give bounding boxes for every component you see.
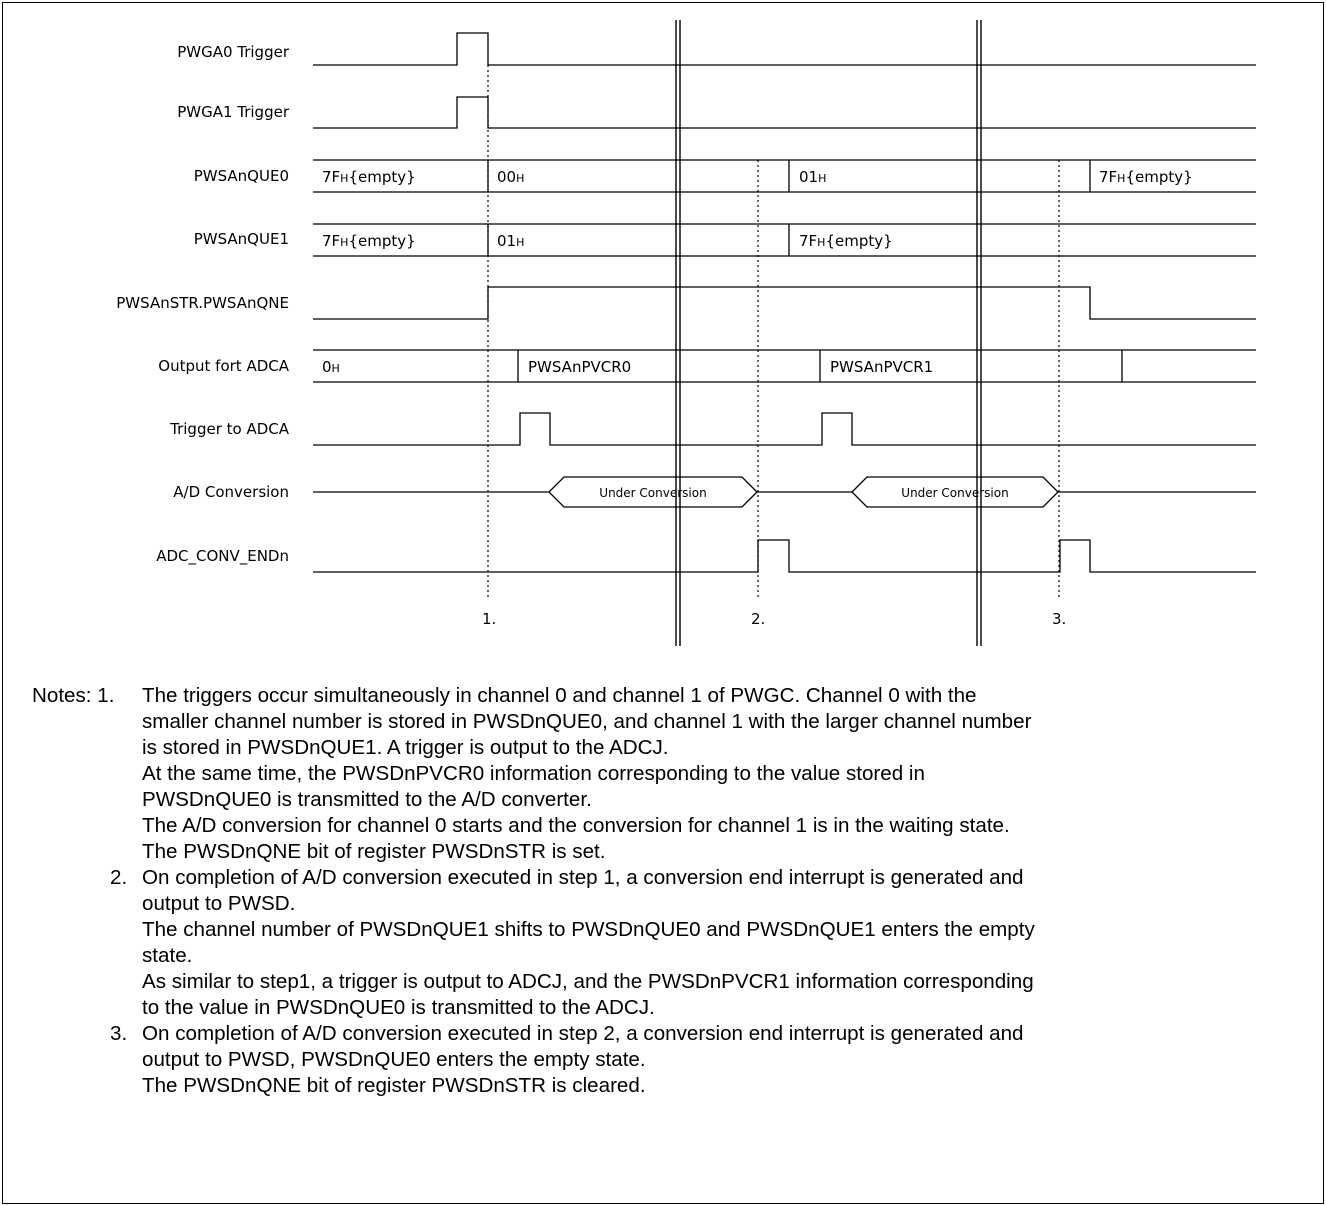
note-number: 1. bbox=[97, 684, 115, 707]
waveform-convend bbox=[313, 540, 1256, 572]
waveform-outport bbox=[313, 350, 1256, 382]
outport-value-1: 0H bbox=[322, 358, 340, 376]
signal-label-trig: Trigger to ADCA bbox=[170, 420, 289, 438]
waveform-adconv bbox=[313, 477, 1256, 507]
note-number: 3. bbox=[110, 1022, 128, 1045]
waveform-pwga1 bbox=[313, 97, 1256, 128]
waveform-trig bbox=[313, 413, 1256, 445]
que0-value-4: 7FH{empty} bbox=[1099, 168, 1193, 186]
note-item-2 bbox=[32, 865, 1317, 1021]
step-marker-1: 1. bbox=[482, 610, 497, 628]
conversion-label-1: Under Conversion bbox=[599, 486, 707, 500]
que0-value-3: 01H bbox=[799, 168, 827, 186]
signal-label-convend: ADC_CONV_ENDn bbox=[156, 547, 289, 565]
que1-value-1: 7FH{empty} bbox=[322, 232, 416, 250]
waveform-pwga0 bbox=[313, 33, 1256, 65]
step-marker-3: 3. bbox=[1052, 610, 1067, 628]
waveform-qne bbox=[313, 287, 1256, 319]
signal-label-pwga1: PWGA1 Trigger bbox=[177, 103, 289, 121]
signal-label-qne: PWSAnSTR.PWSAnQNE bbox=[116, 294, 289, 312]
que1-value-2: 01H bbox=[497, 232, 525, 250]
que0-value-1: 7FH{empty} bbox=[322, 168, 416, 186]
signal-label-adconv: A/D Conversion bbox=[173, 483, 289, 501]
note-item-1 bbox=[32, 683, 1317, 865]
step-marker-2: 2. bbox=[751, 610, 766, 628]
note-item-3 bbox=[32, 1021, 1317, 1099]
conversion-label-2: Under Conversion bbox=[901, 486, 1009, 500]
outport-value-2: PWSAnPVCR0 bbox=[528, 358, 632, 376]
notes-heading: Notes: 1. bbox=[32, 684, 115, 707]
outport-value-3: PWSAnPVCR1 bbox=[830, 358, 934, 376]
que1-value-3: 7FH{empty} bbox=[799, 232, 893, 250]
note-number: 2. bbox=[110, 866, 128, 889]
note-body: The triggers occur simultaneously in channel 0 and channel 1 of PWGC. Channel 0 with the smaller channel number is stored in PWSDnQUE0, and channel 1 with the larger channel number is stored in PWSDnQUE1. A trigger is output to the ADCJ. At the same time, the PWSDnPVCR0 information corresponding to the value stored in PWSDnQUE0 is transmitted to the A/D converter. The A/D conversion for channel 0 starts and the conversion for channel 1 is in the waiting state. The PWSDnQNE bit of register PWSDnSTR is set. bbox=[142, 684, 1032, 863]
note-body: On completion of A/D conversion executed in step 1, a conversion end interrupt is generated and output to PWSD. The channel number of PWSDnQUE1 shifts to PWSDnQUE0 and PWSDnQUE1 enters the empty state. As similar to step1, a trigger is output to ADCJ, and the PWSDnPVCR1 information corresponding to the value in PWSDnQUE0 is transmitted to the ADCJ. bbox=[142, 866, 1035, 1019]
note-body: On completion of A/D conversion executed in step 2, a conversion end interrupt is generated and output to PWSD, PWSDnQUE0 enters the empty state. The PWSDnQNE bit of register PWSDnSTR is cleared. bbox=[142, 1022, 1024, 1097]
que0-value-2: 00H bbox=[497, 168, 525, 186]
signal-label-que1: PWSAnQUE1 bbox=[193, 230, 289, 248]
notes-section bbox=[32, 683, 1317, 1099]
signal-label-pwga0: PWGA0 Trigger bbox=[177, 43, 289, 61]
signal-label-que0: PWSAnQUE0 bbox=[193, 167, 289, 185]
waveform-que1 bbox=[313, 224, 1256, 256]
signal-label-outport: Output fort ADCA bbox=[158, 357, 289, 375]
